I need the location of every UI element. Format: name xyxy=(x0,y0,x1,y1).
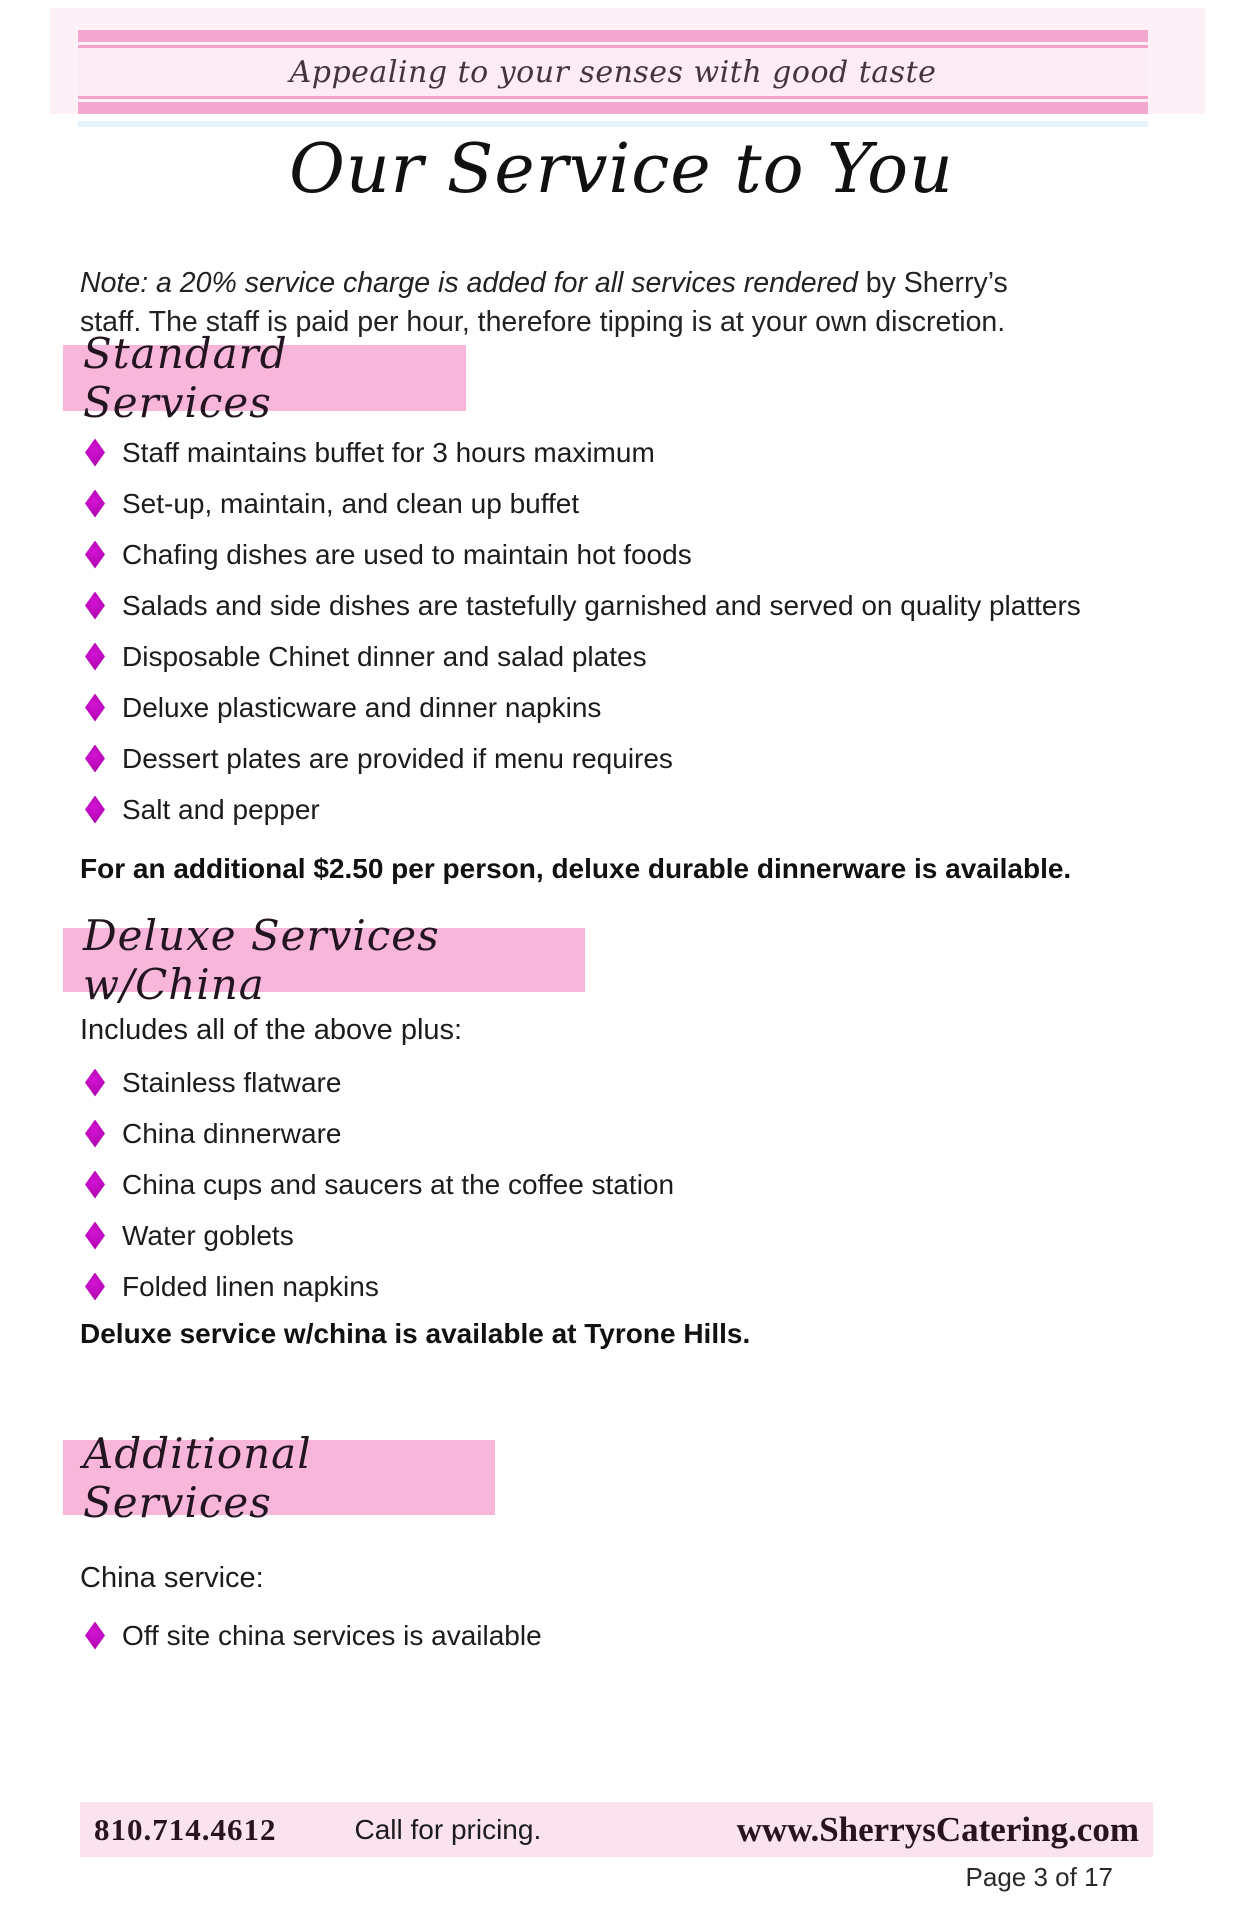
list-item xyxy=(85,733,1081,784)
note-second-line: staff. The staff is paid per hour, therefore tipping is at your own discretion. xyxy=(80,306,1006,338)
banner-top-bar xyxy=(78,30,1148,42)
service-item-label: Off site china services is available xyxy=(122,1619,542,1651)
section-heading-additional-services xyxy=(63,1428,495,1527)
list-item xyxy=(85,1210,674,1261)
diamond-bullet-icon xyxy=(85,439,105,467)
deluxe-intro-text: Includes all of the above plus: xyxy=(80,1014,463,1046)
list-item xyxy=(85,529,1081,580)
diamond-bullet-icon xyxy=(85,1171,105,1199)
diamond-bullet-icon xyxy=(85,745,105,773)
diamond-bullet-icon xyxy=(85,1622,105,1650)
diamond-bullet-icon xyxy=(85,1273,105,1301)
diamond-bullet-icon xyxy=(85,1069,105,1097)
banner-tagline: Appealing to your senses with good taste xyxy=(289,54,937,90)
service-item-label: China cups and saucers at the coffee station xyxy=(122,1168,675,1200)
china-service-label: China service: xyxy=(80,1562,264,1594)
page-number: Page 3 of 17 xyxy=(965,1862,1113,1892)
service-item-label: Chafing dishes are used to maintain hot foods xyxy=(122,538,692,570)
diamond-bullet-icon xyxy=(85,1222,105,1250)
list-item xyxy=(85,1159,674,1210)
service-item-label: Dessert plates are provided if menu requires xyxy=(122,742,673,774)
service-item-label: Stainless flatware xyxy=(122,1066,342,1098)
tyrone-hills-note: Deluxe service w/china is available at Tyrone Hills. xyxy=(80,1318,751,1349)
page-title: Our Service to You xyxy=(289,130,954,209)
additional-services-list xyxy=(85,1610,542,1661)
dinnerware-upgrade-note: For an additional $2.50 per person, deluxe durable dinnerware is available. xyxy=(80,853,1072,884)
list-item xyxy=(85,580,1081,631)
list-item xyxy=(85,1057,674,1108)
list-item xyxy=(85,631,1081,682)
section-heading-standard-services xyxy=(63,329,466,427)
service-item-label: China dinnerware xyxy=(122,1117,342,1149)
service-item-label: Salads and side dishes are tastefully garnished and served on quality platters xyxy=(122,589,1081,621)
service-item-label: Disposable Chinet dinner and salad plates xyxy=(122,640,647,672)
banner-field xyxy=(78,48,1148,96)
diamond-bullet-icon xyxy=(85,490,105,518)
call-for-pricing-text: Call for pricing. xyxy=(354,1813,542,1845)
section-heading-deluxe-services xyxy=(63,911,585,1009)
standard-services-list xyxy=(85,427,1081,835)
banner-spacer xyxy=(78,8,1148,30)
diamond-bullet-icon xyxy=(85,643,105,671)
banner-bottom-bar xyxy=(78,102,1148,114)
banner-accent-strip xyxy=(78,121,1148,127)
diamond-bullet-icon xyxy=(85,1120,105,1148)
diamond-bullet-icon xyxy=(85,694,105,722)
list-item xyxy=(85,1610,542,1661)
section-heading-label: Standard Services xyxy=(83,329,288,427)
diamond-bullet-icon xyxy=(85,541,105,569)
diamond-bullet-icon xyxy=(85,592,105,620)
diamond-bullet-icon xyxy=(85,796,105,824)
service-item-label: Deluxe plasticware and dinner napkins xyxy=(122,691,602,723)
service-item-label: Set-up, maintain, and clean up buffet xyxy=(122,487,580,519)
header-banner-inner xyxy=(78,8,1148,114)
list-item xyxy=(85,1108,674,1159)
list-item xyxy=(85,427,1081,478)
section-heading-label: Additional Services xyxy=(83,1428,312,1527)
list-item xyxy=(85,784,1081,835)
service-item-label: Folded linen napkins xyxy=(122,1270,379,1302)
list-item xyxy=(85,682,1081,733)
service-item-label: Water goblets xyxy=(122,1219,294,1251)
header-banner xyxy=(50,8,1205,114)
list-item xyxy=(85,478,1081,529)
website-url: www.SherrysCatering.com xyxy=(736,1809,1139,1849)
service-item-label: Salt and pepper xyxy=(122,793,320,825)
note-regular-part: by Sherry’s xyxy=(857,267,1008,299)
note-italic-part: Note: a 20% service charge is added for all services rendered xyxy=(80,267,858,299)
section-heading-label: Deluxe Services w/China xyxy=(83,911,440,1009)
deluxe-services-list xyxy=(85,1057,674,1312)
service-item-label: Staff maintains buffet for 3 hours maximum xyxy=(122,436,655,468)
phone-number: 810.714.4612 xyxy=(94,1811,277,1847)
list-item xyxy=(85,1261,674,1312)
footer-bar xyxy=(80,1802,1153,1857)
